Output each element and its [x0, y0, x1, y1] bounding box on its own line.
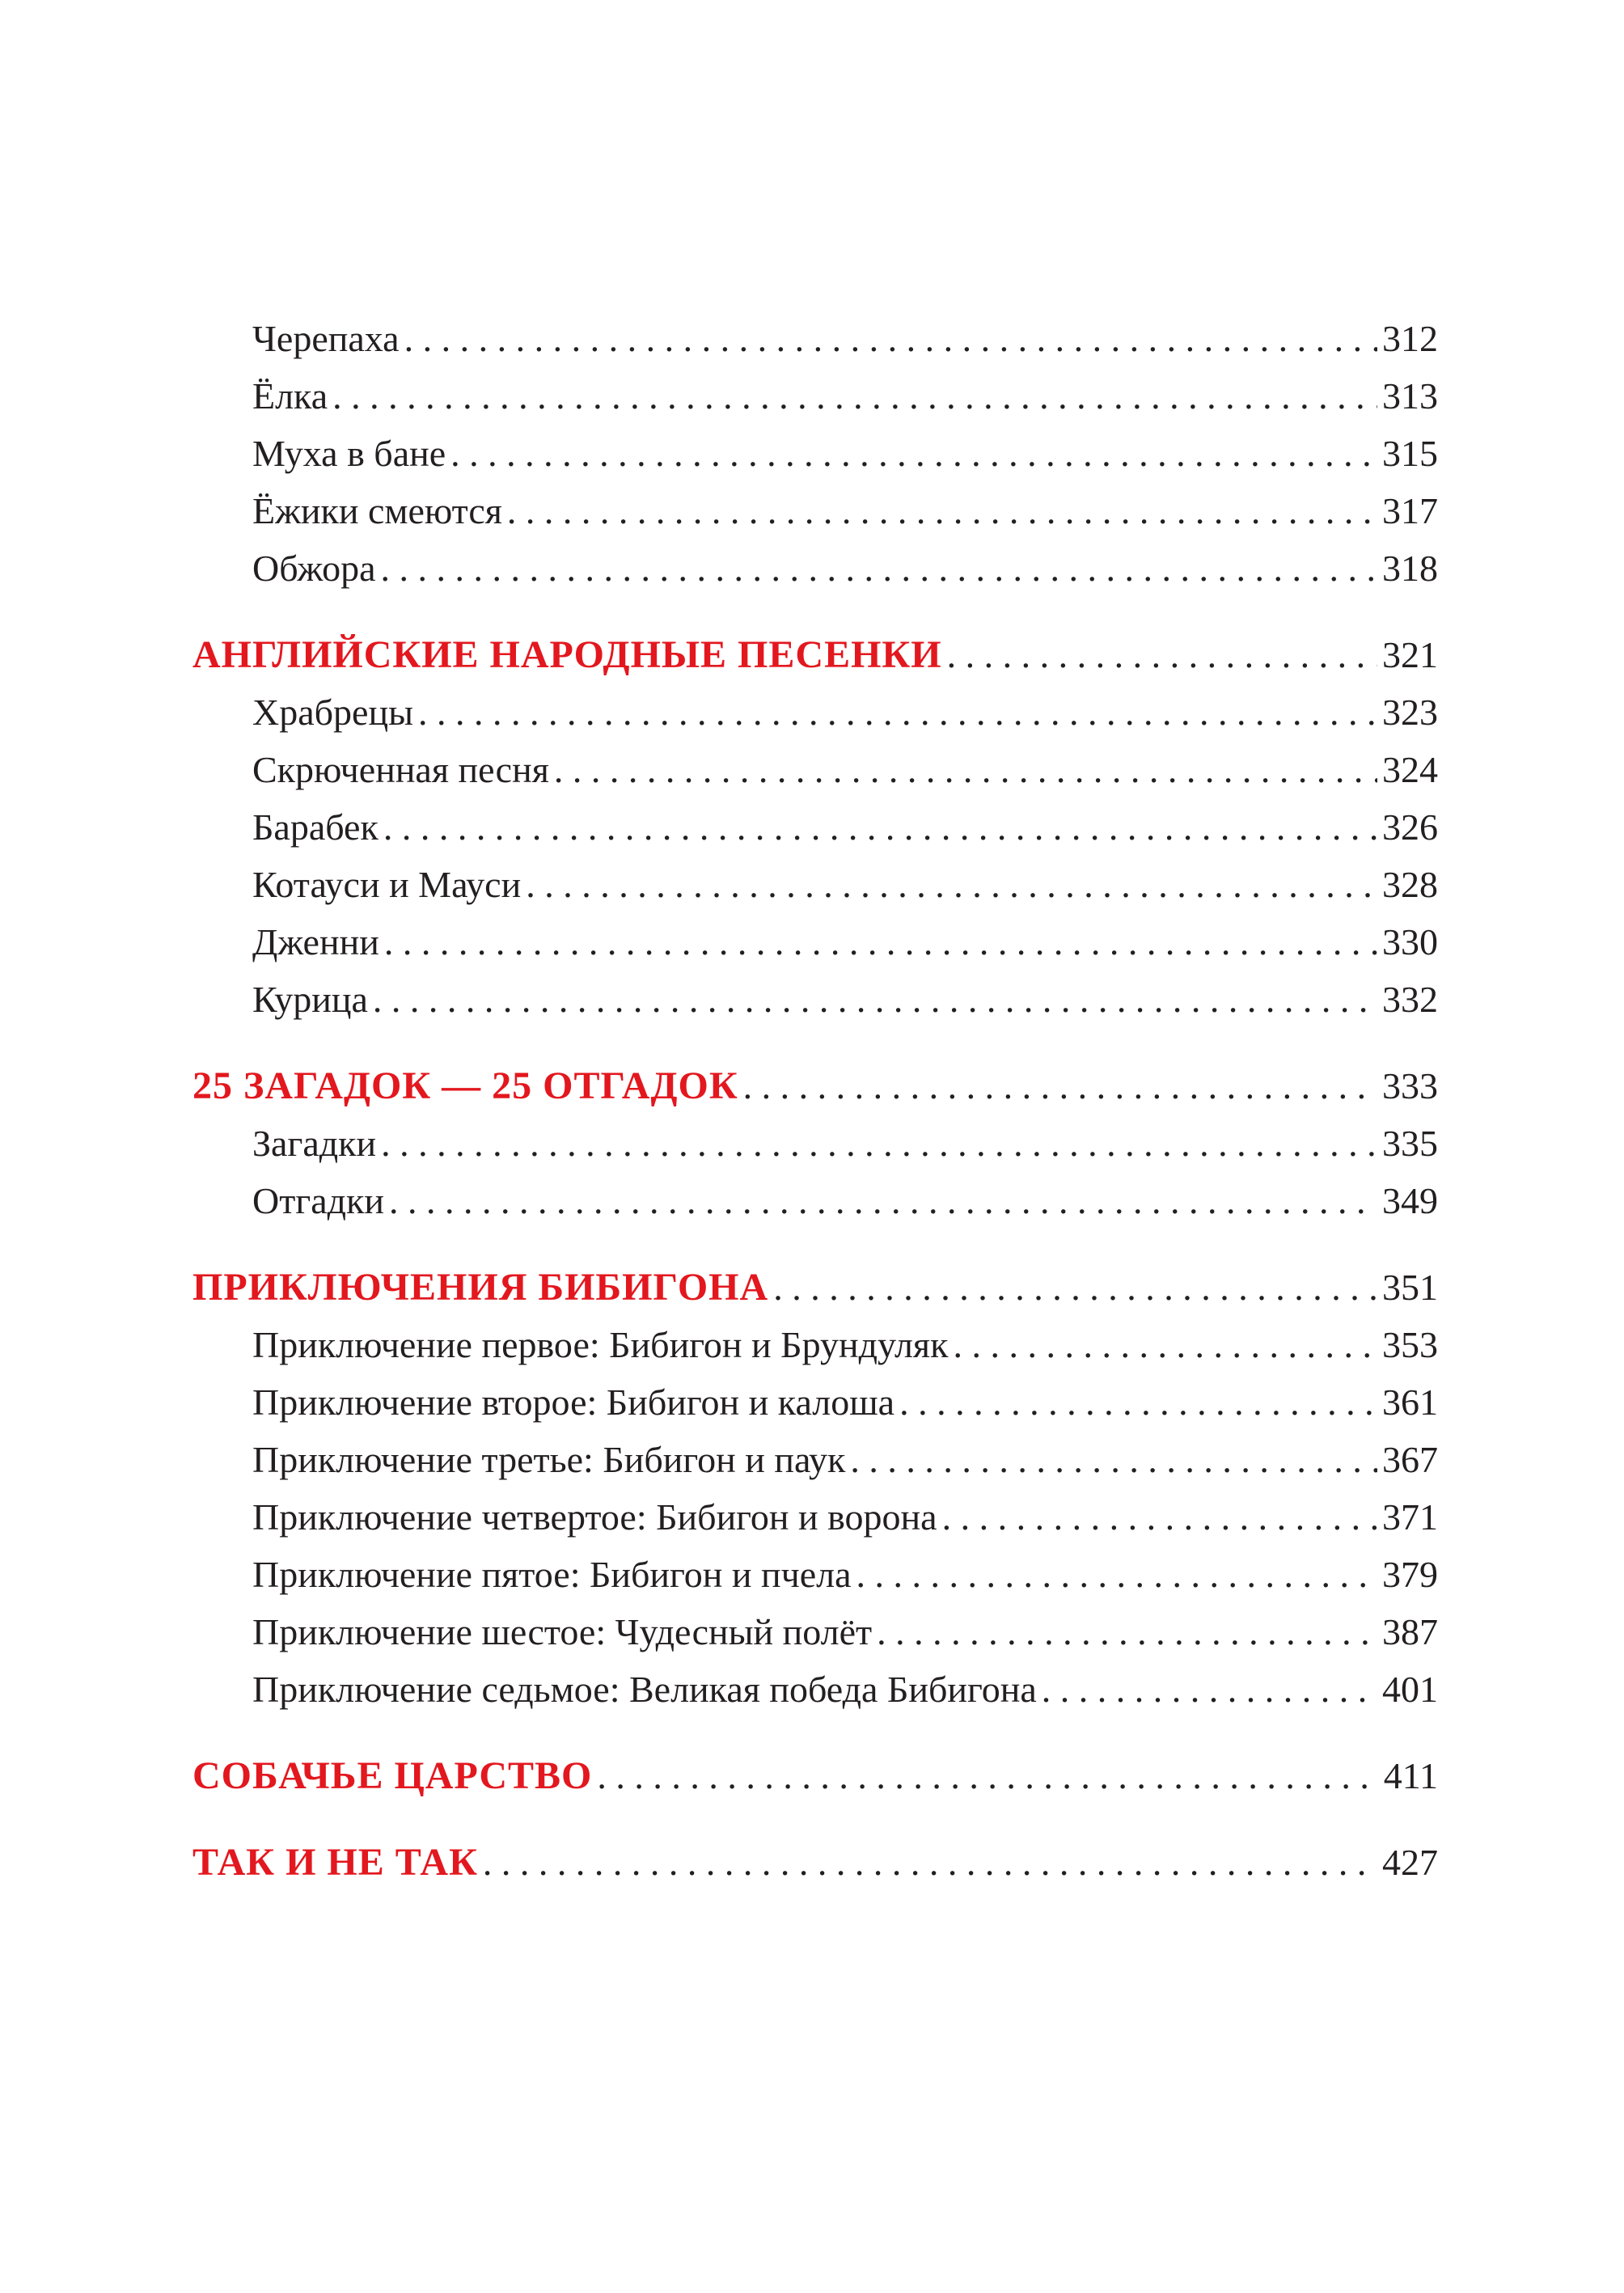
toc-entry-title: Ёлка [252, 375, 328, 417]
dot-leader [383, 798, 1377, 856]
toc-entry-title: Барабек [252, 806, 379, 848]
toc-group [192, 1259, 1438, 1718]
toc-section-heading[interactable] [192, 1259, 1438, 1316]
dot-leader [877, 1603, 1377, 1661]
toc-entry-title: Обжора [252, 548, 376, 589]
toc-entry[interactable] [192, 1546, 1438, 1603]
dot-leader [899, 1373, 1377, 1431]
dot-leader [1042, 1661, 1377, 1718]
dot-leader [554, 741, 1377, 798]
dot-leader [373, 971, 1377, 1028]
toc-entry[interactable] [192, 971, 1438, 1028]
toc-group [192, 1834, 1438, 1891]
toc-section-page: 321 [1382, 634, 1438, 675]
toc-entry[interactable] [192, 913, 1438, 971]
dot-leader [947, 626, 1377, 683]
toc-entry[interactable] [192, 1661, 1438, 1718]
toc-entry-title: Приключение пятое: Бибигон и пчела [252, 1554, 852, 1595]
toc-entry-page: 332 [1382, 979, 1438, 1020]
toc-section-title: ТАК И НЕ ТАК [192, 1841, 478, 1884]
dot-leader [850, 1431, 1377, 1488]
toc-group [192, 626, 1438, 1028]
dot-leader [942, 1488, 1377, 1546]
toc-section-heading[interactable] [192, 1057, 1438, 1115]
toc-entry-title: Отгадки [252, 1180, 384, 1221]
dot-leader [381, 1115, 1377, 1172]
toc-entry-page: 313 [1382, 375, 1438, 417]
dot-leader [483, 1834, 1377, 1891]
toc-section-title: 25 ЗАГАДОК — 25 ОТГАДОК [192, 1064, 738, 1107]
dot-leader [404, 310, 1377, 367]
toc-section-page: 411 [1383, 1755, 1438, 1796]
dot-leader [856, 1546, 1377, 1603]
toc-entry-page: 328 [1382, 864, 1438, 905]
toc-entry[interactable] [192, 741, 1438, 798]
toc-group [192, 310, 1438, 597]
toc-entry-title: Храбрецы [252, 692, 413, 733]
toc-section-title: АНГЛИЙСКИЕ НАРОДНЫЕ ПЕСЕНКИ [192, 633, 942, 676]
toc-entry-title: Курица [252, 979, 368, 1020]
toc-entry[interactable] [192, 482, 1438, 539]
toc-entry-title: Приключение четвертое: Бибигон и ворона [252, 1496, 937, 1538]
dot-leader [743, 1057, 1377, 1115]
toc-entry[interactable] [192, 683, 1438, 741]
toc-entry[interactable] [192, 1431, 1438, 1488]
toc-entry-title: Муха в бане [252, 433, 446, 474]
toc-entry-page: 367 [1382, 1439, 1438, 1480]
toc-entry-page: 330 [1382, 921, 1438, 962]
toc-entry-page: 326 [1382, 806, 1438, 848]
toc-entry-title: Приключение третье: Бибигон и паук [252, 1439, 846, 1480]
toc-section-heading[interactable] [192, 1747, 1438, 1804]
toc-entry-page: 371 [1382, 1496, 1438, 1538]
toc-entry[interactable] [192, 856, 1438, 913]
dot-leader [450, 425, 1377, 482]
dot-leader [381, 539, 1377, 597]
toc-section-heading[interactable] [192, 1834, 1438, 1891]
toc-entry[interactable] [192, 1373, 1438, 1431]
dot-leader [773, 1259, 1377, 1316]
toc-entry[interactable] [192, 1172, 1438, 1229]
toc-section-page: 427 [1382, 1842, 1438, 1883]
toc-entry-title: Ёжики смеются [252, 490, 502, 531]
toc-section-page: 351 [1382, 1267, 1438, 1308]
toc-entry-page: 315 [1382, 433, 1438, 474]
dot-leader [384, 913, 1377, 971]
toc-entry-page: 335 [1382, 1123, 1438, 1164]
toc-entry[interactable] [192, 310, 1438, 367]
toc-group [192, 1747, 1438, 1804]
dot-leader [526, 856, 1377, 913]
toc-entry-page: 361 [1382, 1381, 1438, 1423]
toc-entry[interactable] [192, 798, 1438, 856]
toc-group [192, 1057, 1438, 1229]
dot-leader [389, 1172, 1377, 1229]
toc-entry-page: 312 [1382, 318, 1438, 359]
toc-entry[interactable] [192, 1488, 1438, 1546]
toc-entry-title: Приключение седьмое: Великая победа Бибигона [252, 1669, 1037, 1710]
toc-entry-page: 349 [1382, 1180, 1438, 1221]
dot-leader [597, 1747, 1378, 1804]
toc-section-heading[interactable] [192, 626, 1438, 683]
toc-entry-page: 401 [1382, 1669, 1438, 1710]
toc-entry-title: Скрюченная песня [252, 749, 549, 790]
toc-entry-page: 324 [1382, 749, 1438, 790]
toc-entry[interactable] [192, 1316, 1438, 1373]
toc-entry-page: 379 [1382, 1554, 1438, 1595]
toc-entry-page: 353 [1382, 1324, 1438, 1365]
toc-entry[interactable] [192, 1603, 1438, 1661]
toc-section-title: ПРИКЛЮЧЕНИЯ БИБИГОНА [192, 1266, 769, 1309]
toc-section-page: 333 [1382, 1065, 1438, 1106]
toc-entry-page: 387 [1382, 1611, 1438, 1652]
toc-entry-page: 317 [1382, 490, 1438, 531]
toc-entry-title: Черепаха [252, 318, 400, 359]
toc-entry-page: 323 [1382, 692, 1438, 733]
dot-leader [953, 1316, 1377, 1373]
toc-entry-page: 318 [1382, 548, 1438, 589]
toc-entry-title: Приключение шестое: Чудесный полёт [252, 1611, 873, 1652]
toc-entry-title: Приключение первое: Бибигон и Брундуляк [252, 1324, 949, 1365]
dot-leader [418, 683, 1377, 741]
toc-entry-title: Дженни [252, 921, 379, 962]
toc-entry-title: Котауси и Мауси [252, 864, 522, 905]
toc-entry-title: Загадки [252, 1123, 377, 1164]
toc-entry[interactable] [192, 539, 1438, 597]
toc-section-title: СОБАЧЬЕ ЦАРСТВО [192, 1754, 593, 1797]
toc-entry-title: Приключение второе: Бибигон и калоша [252, 1381, 895, 1423]
toc-entry[interactable] [192, 425, 1438, 482]
toc-entry[interactable] [192, 367, 1438, 425]
toc-entry[interactable] [192, 1115, 1438, 1172]
dot-leader [507, 482, 1377, 539]
dot-leader [332, 367, 1377, 425]
table-of-contents [192, 310, 1438, 1920]
